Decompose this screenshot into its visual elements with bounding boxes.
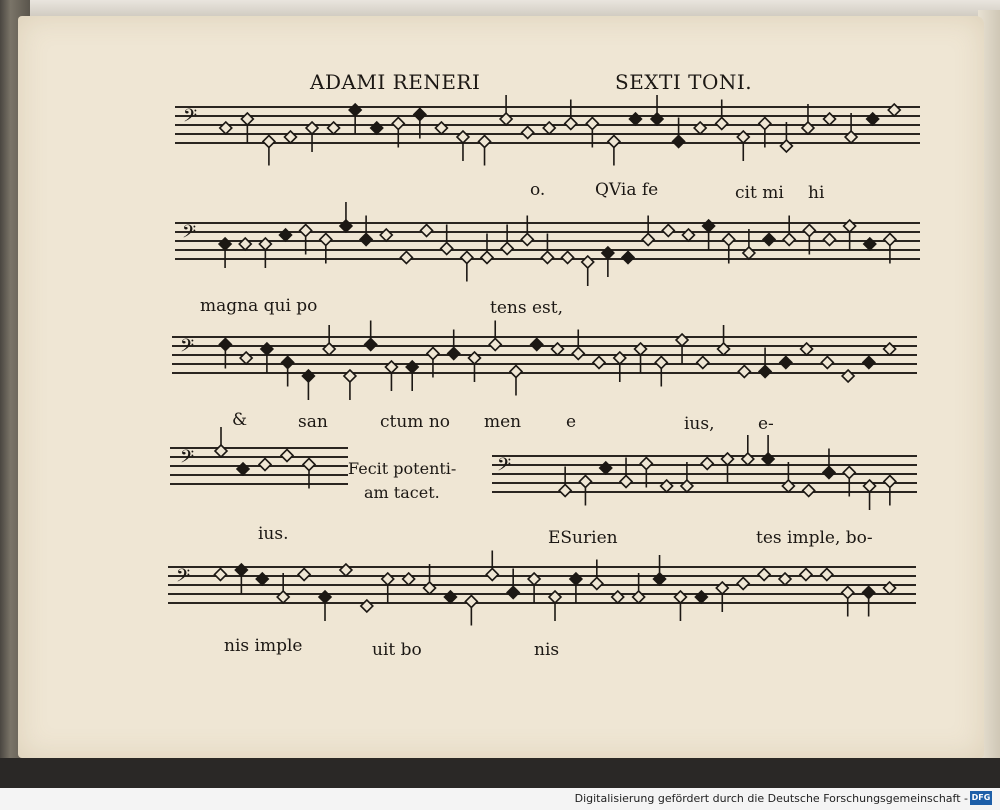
lyric-syllable: e- xyxy=(758,414,774,434)
lyric-syllable: & xyxy=(232,410,248,430)
bass-clef-icon: 𝄢 xyxy=(497,455,512,480)
lyric-syllable: e xyxy=(566,412,577,432)
header-composer: ADAMI RENERI xyxy=(310,70,481,94)
lyric-syllable: ctum no xyxy=(380,412,451,432)
staff-4b xyxy=(492,455,917,495)
lyric-syllable: ESurien xyxy=(548,528,618,548)
lyric-syllable: o. xyxy=(530,180,546,200)
lyric-syllable: san xyxy=(298,412,328,432)
lyric-syllable: ius. xyxy=(258,524,289,544)
lyric-syllable: nis imple xyxy=(224,636,303,656)
lyric-syllable: hi xyxy=(808,183,825,203)
staff-1 xyxy=(175,106,920,146)
staff-2 xyxy=(175,222,920,262)
lyric-syllable: QVia fe xyxy=(595,180,659,200)
lyric-syllable: uit bo xyxy=(372,640,422,660)
lyric-syllable: magna qui po xyxy=(200,296,318,316)
bass-clef-icon: 𝄢 xyxy=(182,222,197,247)
lyric-syllable: men xyxy=(484,412,522,432)
rubric-fecit-line2: am tacet. xyxy=(364,483,440,502)
header-mode: SEXTI TONI. xyxy=(615,70,753,94)
staff-5 xyxy=(168,566,916,606)
staff-4a xyxy=(170,447,348,487)
bass-clef-icon: 𝄢 xyxy=(180,336,195,361)
bass-clef-icon: 𝄢 xyxy=(180,447,195,472)
lyric-syllable: ius, xyxy=(684,414,715,434)
bass-clef-icon: 𝄢 xyxy=(176,566,191,591)
lyric-syllable: nis xyxy=(534,640,560,660)
staff-3 xyxy=(172,336,917,376)
rubric-fecit-line1: Fecit potenti- xyxy=(348,459,457,478)
bass-clef-icon: 𝄢 xyxy=(183,106,198,131)
lyric-syllable: tens est, xyxy=(490,298,563,318)
dfg-logo: DFG xyxy=(970,791,992,805)
lyric-syllable: tes imple, bo- xyxy=(756,528,873,548)
digitization-credit: Digitalisierung gefördert durch die Deutsche Forschungsgemeinschaft - xyxy=(574,792,968,805)
book-bottom-shadow xyxy=(0,758,1000,788)
lyric-syllable: cit mi xyxy=(735,183,784,203)
